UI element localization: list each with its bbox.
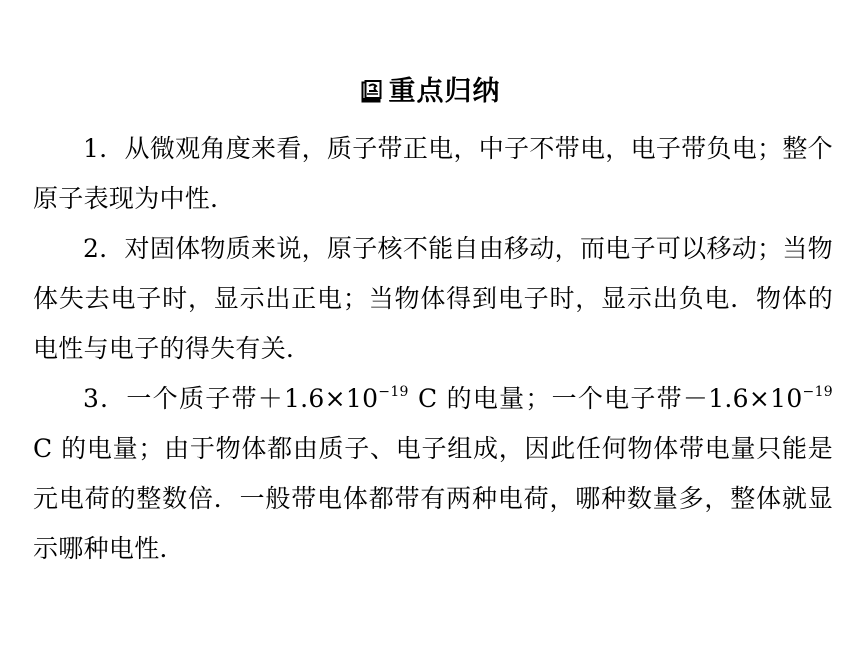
point-3-text-a: 3．一个质子带＋1.6×10 (83, 384, 379, 413)
summary-book-icon (361, 80, 383, 104)
summary-point-1: 1．从微观角度来看，质子带正电，中子不带电，电子带负电；整个原子表现为中性． (33, 134, 833, 213)
point-3-exponent-a: −19 (378, 384, 409, 400)
point-3-text-b: C 的电量；一个电子带－1.6×10 (408, 384, 803, 413)
summary-content (33, 124, 833, 574)
summary-point-3 (33, 374, 833, 574)
point-3-exponent-b: −19 (802, 384, 833, 400)
point-3-text-c: C 的电量；由于物体都由质子、电子组成，因此任何物体带电量只能是元电荷的整数倍．一般带电体都带有两种电荷，哪种数量多，整体就显示哪种电性． (33, 434, 833, 563)
section-heading (0, 72, 861, 112)
summary-point-2: 2．对固体物质来说，原子核不能自由移动，而电子可以移动；当物体失去电子时，显示出正电；当物体得到电子时，显示出负电．物体的电性与电子的得失有关． (33, 234, 833, 363)
section-title: 重点归纳 (388, 76, 501, 107)
